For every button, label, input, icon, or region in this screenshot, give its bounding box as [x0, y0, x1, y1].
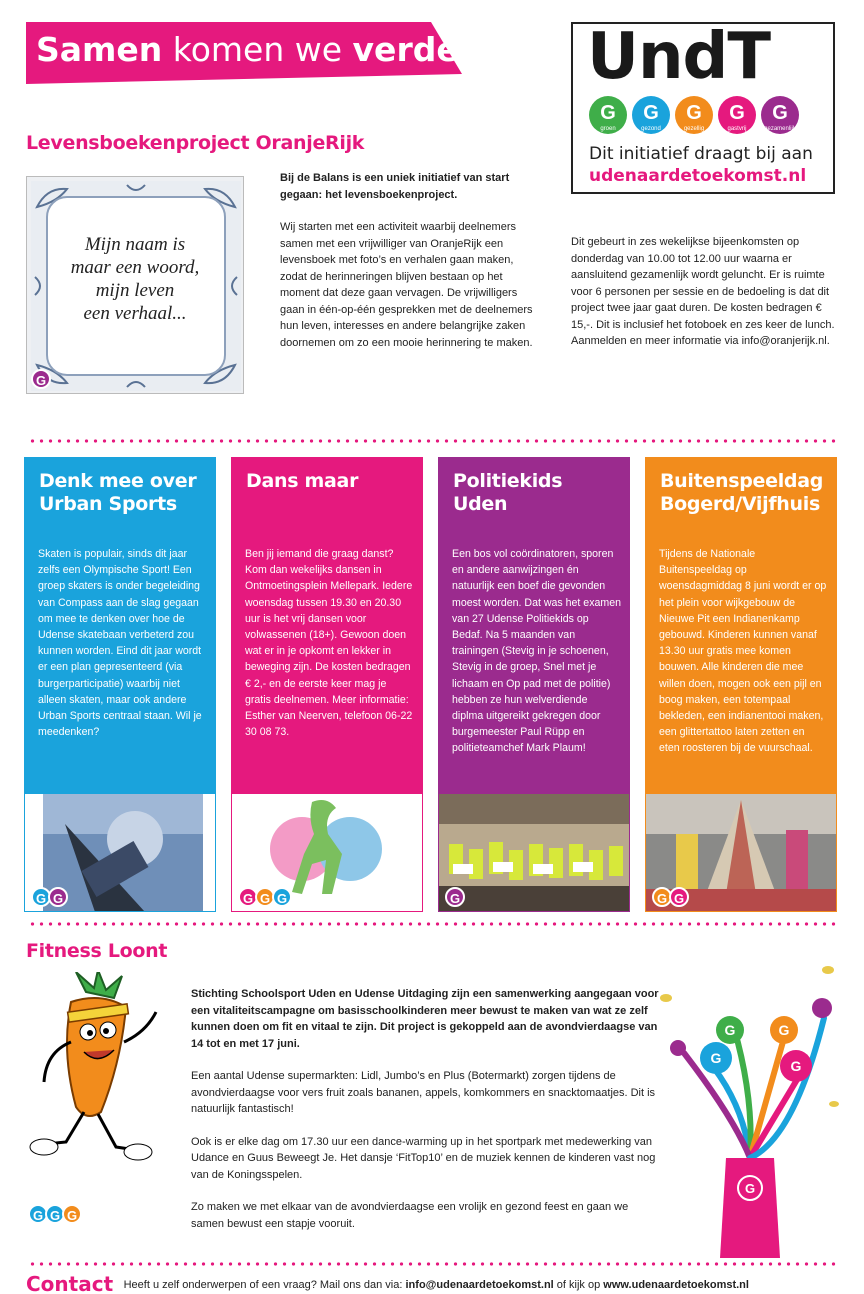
photo-group — [439, 794, 629, 912]
column-urban-sports — [24, 457, 216, 912]
contact-title: Contact — [26, 1272, 114, 1294]
g-badge-icon: G — [45, 1204, 65, 1224]
g-circles-row — [589, 96, 799, 134]
g-gezond-icon: G gezond — [632, 96, 670, 134]
tree-graphic — [654, 958, 844, 1270]
levensboeken-title: Levensboekenproject OranjeRijk — [26, 132, 365, 154]
g-badge-icon: G — [28, 1204, 48, 1224]
fitness-paragraph-2: Ook is er elke dag om 17.30 uur een dance-warming up in het sportpark met medewerking van Udance en Guus Beweegt Je. Het dansje ‘FitTop10’ en de muziek kennen de kinderen vast nog van de Koningsspelen. — [191, 1135, 656, 1181]
logo-website[interactable]: udenaardetoekomst.nl — [589, 166, 807, 186]
undt-logo-box — [571, 22, 835, 194]
levensboeken-body — [280, 170, 540, 367]
divider — [28, 439, 836, 443]
divider — [28, 1262, 836, 1266]
quote-tile-image — [26, 176, 244, 394]
contact-email-link[interactable]: info@udenaardetoekomst.nl — [405, 1279, 554, 1292]
column-title: Buitenspeeldag Bogerd/Vijfhuis — [660, 470, 824, 515]
carrot-illustration — [26, 972, 166, 1172]
fitness-paragraph-3: Zo maken we met elkaar van de avondvierdaagse een vrolijk en gezond feest en gaan we samen bewust een stapje vooruit. — [191, 1201, 629, 1230]
levensboeken-paragraph: Wij starten met een activiteit waarbij deelnemers samen met een vrijwilliger van OranjeRijk een levensboek met foto’s en verhalen gaan maken, zodat de herinneringen blijven bestaan op het moment dat deze gaan vervagen. De vrijwilligers gaan in één-op-één gesprekken met de deelnemers hun leven, interesses en andere belangrijke zaken doornemen om zo een mooie herinnering te maken. — [280, 221, 533, 349]
svg-text:G: G — [790, 1058, 802, 1074]
g-badge-icon: G — [48, 887, 68, 907]
column-title: Politiekids Uden — [453, 470, 563, 515]
svg-text:G: G — [778, 1022, 790, 1038]
column-body: Ben jij iemand die graag danst? Kom dan wekelijks dansen in Ontmoetingsplein Mellepark. Iedere woensdag tussen 19.30 en 20.30 uur is het vrij dansen voor volwassenen (18+). Gewoon doen wat er in je opkomt en lekker in beweging zijn. De kosten bedragen € 2,- en de eerste keer mag je gratis deelnemen. Meer informatie: Esther van Neerven, telefoon 06-22 30 08 73. — [245, 548, 413, 739]
g-gastvrij-icon: G gastvrij — [718, 96, 756, 134]
politiekids-photo — [439, 794, 629, 912]
divider — [28, 922, 836, 926]
column-body: Een bos vol coördinatoren, sporen en andere aanwijzingen én natuurlijk een boef die gevonden moest worden. Dat was het examen van 27 Udense Politiekids op Bedaf. Na 5 maanden van trainingen (Stevig in je schoenen, Stevig in de groep, Snel met je lichaam en Op pad met de politie) hebben ze hun welverdiende diplma uitgereikt gekregen door burgemeester Paul Rüpp en politieteamchef Mark Plaum! — [452, 548, 621, 755]
g-badge-icon: G — [62, 1204, 82, 1224]
fitness-intro: Stichting Schoolsport Uden en Udense Uitdaging zijn een samenwerking aangegaan voor een vitaliteitscampagne om basisschoolkinderen meer bewust te maken van wat ze zelf kunnen doen om fit en vitaal te zijn. Dit project is gekoppeld aan de avondvierdaagse van 14 tot en met 17 juni. — [191, 988, 659, 1050]
g-badge-icon: G — [31, 887, 51, 907]
g-badge-icon: G — [272, 887, 292, 907]
logo-tagline: Dit initiatief draagt bij aan — [589, 144, 813, 164]
svg-text:G: G — [710, 1050, 722, 1066]
g-badges — [445, 887, 462, 907]
levensboeken-right-text: Dit gebeurt in zes wekelijkse bijeenkomsten op donderdag van 10.00 tot 12.00 uur waarna er aansluitend gezamenlijk wordt geluncht. Er is ruimte voor 6 personen per sessie en de bedoeling is dat dit project twee jaar gaat duren. De kosten bedragen € 15,-. Dit is inclusief het fotoboek en zes keer de lunch. Aanmelden en meer informatie via info@oranjerijk.nl. — [571, 236, 835, 347]
g-badge-icon: G — [669, 887, 689, 907]
page-title: Samen komen we verder — [36, 30, 475, 69]
g-badges — [652, 887, 686, 907]
g-gezamenlijk-icon: G gezamenlijk — [761, 96, 799, 134]
fitness-body — [191, 986, 659, 1248]
g-badge-icon: G — [652, 887, 672, 907]
column-body: Tijdens de Nationale Buitenspeeldag op woensdagmiddag 8 juni wordt er op het plein voor wijkgebouw de Nieuwe Pit een Indianenkamp gebouwd. Kinderen kunnen vanaf 13.30 uur gratis mee komen bouwen. Alle kinderen die mee willen doen, mogen ook een pijl en boog maken, een totempaal bekleden, een indianentooi maken, een glittertattoo laten zetten en eten roosteren bij de vuurschaal. — [659, 548, 827, 755]
g-badge-icon: G — [238, 887, 258, 907]
column-title: Dans maar — [246, 470, 359, 492]
skater-photo — [25, 794, 215, 912]
column-buitenspeeldag — [645, 457, 837, 912]
g-badges — [31, 887, 65, 907]
g-badge-icon: G — [445, 887, 465, 907]
svg-text:G: G — [744, 1181, 756, 1196]
g-groen-icon: G groen — [589, 96, 627, 134]
svg-text:G: G — [724, 1022, 736, 1038]
column-title: Denk mee over Urban Sports — [39, 470, 197, 515]
g-gezellig-icon: G gezellig — [675, 96, 713, 134]
fitness-title: Fitness Loont — [26, 940, 168, 962]
fitness-paragraph-1: Een aantal Udense supermarkten: Lidl, Jumbo’s en Plus (Botermarkt) zorgen tijdens de avondvierdaagse voor vers fruit zoals bananen, appels, komkommers en snacktomaatjes. Dit is natuurlijk fantastisch! — [191, 1070, 656, 1115]
column-dans-maar — [231, 457, 423, 912]
header-banner — [26, 22, 475, 84]
buitenspeeldag-photo — [646, 794, 836, 912]
g-tree-illustration — [654, 958, 844, 1270]
tile-quote: Mijn naam is maar een woord, mijn leven een verhaal... — [70, 234, 200, 324]
carrot-mascot — [26, 972, 166, 1172]
column-body: Skaten is populair, sinds dit jaar zelfs een Olympische Sport! Een groep skaters is onder begeleiding van Compass aan de slag gegaan om mee te denken over hoe de Udense skatebaan verbeterd zou kunnen worden. Eind dit jaar wordt er een plan gepresenteerd (via burgerparticipatie) waarbij niet alleen skaten, maar ook andere Urban Sports centraal staan. Wil je meedenken? — [38, 548, 202, 739]
g-badges — [238, 887, 289, 907]
column-politiekids — [438, 457, 630, 912]
levensboeken-intro: Bij de Balans is een uniek initiatief van start gegaan: het levensboekenproject. — [280, 172, 510, 201]
contact-website-link[interactable]: www.udenaardetoekomst.nl — [603, 1279, 749, 1292]
dance-logo-image — [232, 794, 422, 912]
g-badge-icon: G — [31, 369, 51, 389]
contact-bar — [26, 1272, 749, 1294]
logo-title: UndT — [587, 20, 770, 94]
contact-text: Heeft u zelf onderwerpen of een vraag? Mail ons dan via: info@udenaardetoekomst.nl of kijk op www.udenaardetoekomst.nl — [123, 1279, 749, 1292]
g-badge-icon: G — [255, 887, 275, 907]
